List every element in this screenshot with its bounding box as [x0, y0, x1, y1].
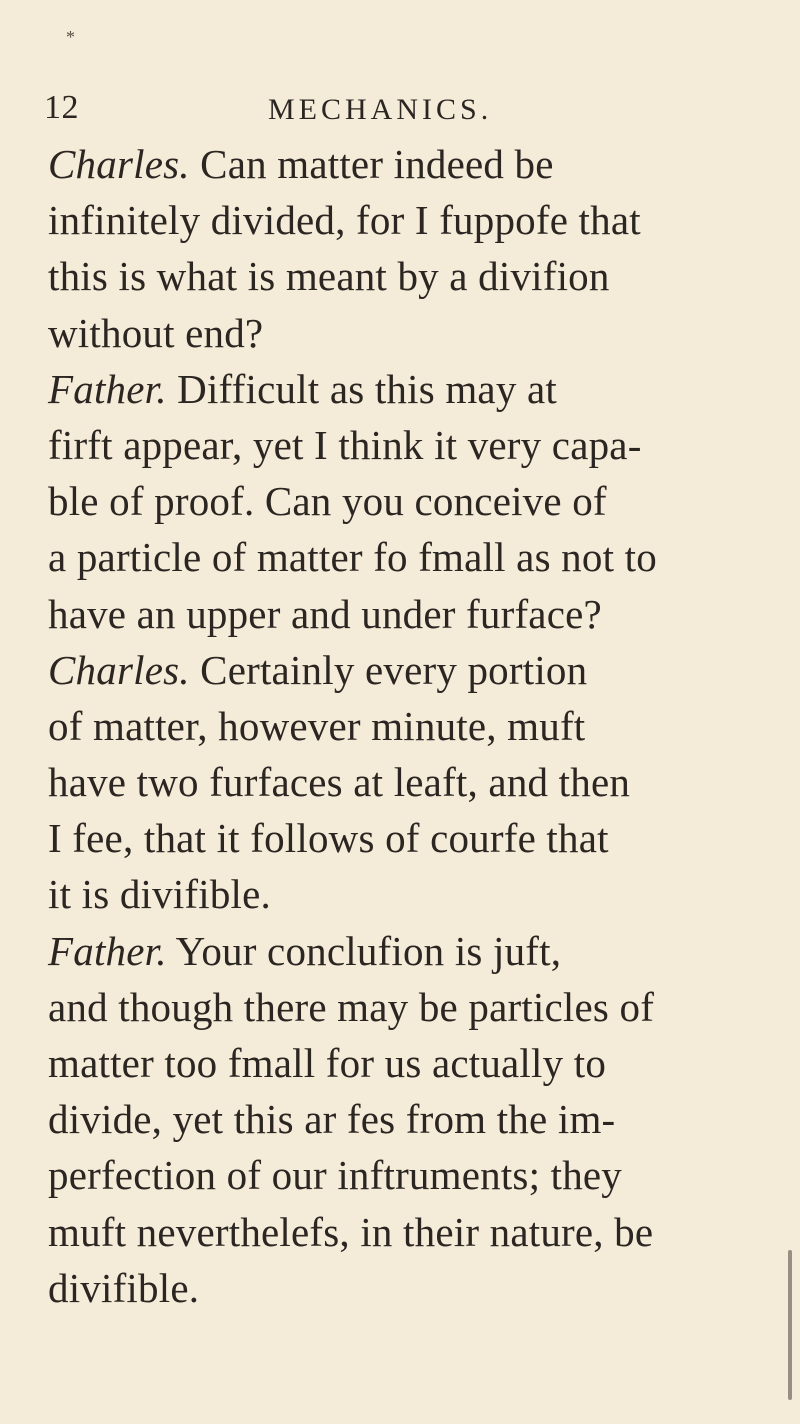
line-text: have two furfaces at leaft, and then: [48, 759, 631, 806]
speaker-name: Charles.: [48, 646, 190, 693]
main-text: [48, 136, 758, 1316]
text-line: [48, 979, 758, 1035]
page-number: 12: [44, 89, 79, 126]
line-text: ble of proof. Can you conceive of: [48, 478, 607, 525]
text-line: [48, 529, 758, 585]
text-line: [48, 1204, 758, 1260]
line-text: a particle of matter fo fmall as not to: [48, 534, 657, 581]
text-line: [48, 923, 758, 979]
line-text: it is divifible.: [48, 871, 271, 918]
text-line: [48, 866, 758, 922]
text-line: [48, 810, 758, 866]
line-text: of matter, however minute, muft: [48, 702, 586, 749]
text-line: [48, 136, 758, 192]
line-text: infinitely divided, for I fuppofe that: [48, 197, 641, 244]
text-line: [48, 586, 758, 642]
text-line: [48, 417, 758, 473]
running-head: MECHANICS.: [268, 93, 493, 126]
text-line: [48, 361, 758, 417]
text-line: [48, 1147, 758, 1203]
text-line: [48, 754, 758, 810]
text-line: [48, 192, 758, 248]
text-line: [48, 305, 758, 361]
line-text: have an upper and under furface?: [48, 590, 602, 637]
page-edge-shadow: [788, 1250, 792, 1400]
text-line: [48, 248, 758, 304]
line-text: firft appear, yet I think it very capa-: [48, 421, 642, 468]
line-text: perfection of our inftruments; they: [48, 1152, 622, 1199]
text-line: [48, 1035, 758, 1091]
speaker-name: Charles.: [48, 141, 190, 187]
printer-mark: *: [66, 27, 75, 47]
text-line: [48, 1260, 758, 1316]
text-line: [48, 1091, 758, 1147]
speaker-name: Father.: [48, 365, 167, 412]
line-text: I fee, that it follows of courfe that: [48, 815, 609, 862]
speaker-name: Father.: [48, 927, 167, 974]
line-text: muft neverthelefs, in their nature, be: [48, 1208, 654, 1255]
line-text: Difficult as this may at: [166, 365, 557, 412]
line-text: Your conclufion is juft,: [166, 927, 562, 974]
text-line: [48, 698, 758, 754]
line-text: divide, yet this ar fes from the im-: [48, 1096, 616, 1143]
line-text: Can matter indeed be: [189, 141, 554, 187]
text-line: [48, 473, 758, 529]
page-header: [44, 88, 744, 132]
line-text: Certainly every portion: [189, 646, 588, 693]
line-text: matter too fmall for us actually to: [48, 1040, 607, 1086]
text-line: [48, 642, 758, 698]
line-text: and though there may be particles of: [48, 983, 655, 1030]
line-text: divifible.: [48, 1264, 200, 1311]
line-text: this is what is meant by a divifion: [48, 253, 610, 300]
line-text: without end?: [48, 309, 264, 356]
